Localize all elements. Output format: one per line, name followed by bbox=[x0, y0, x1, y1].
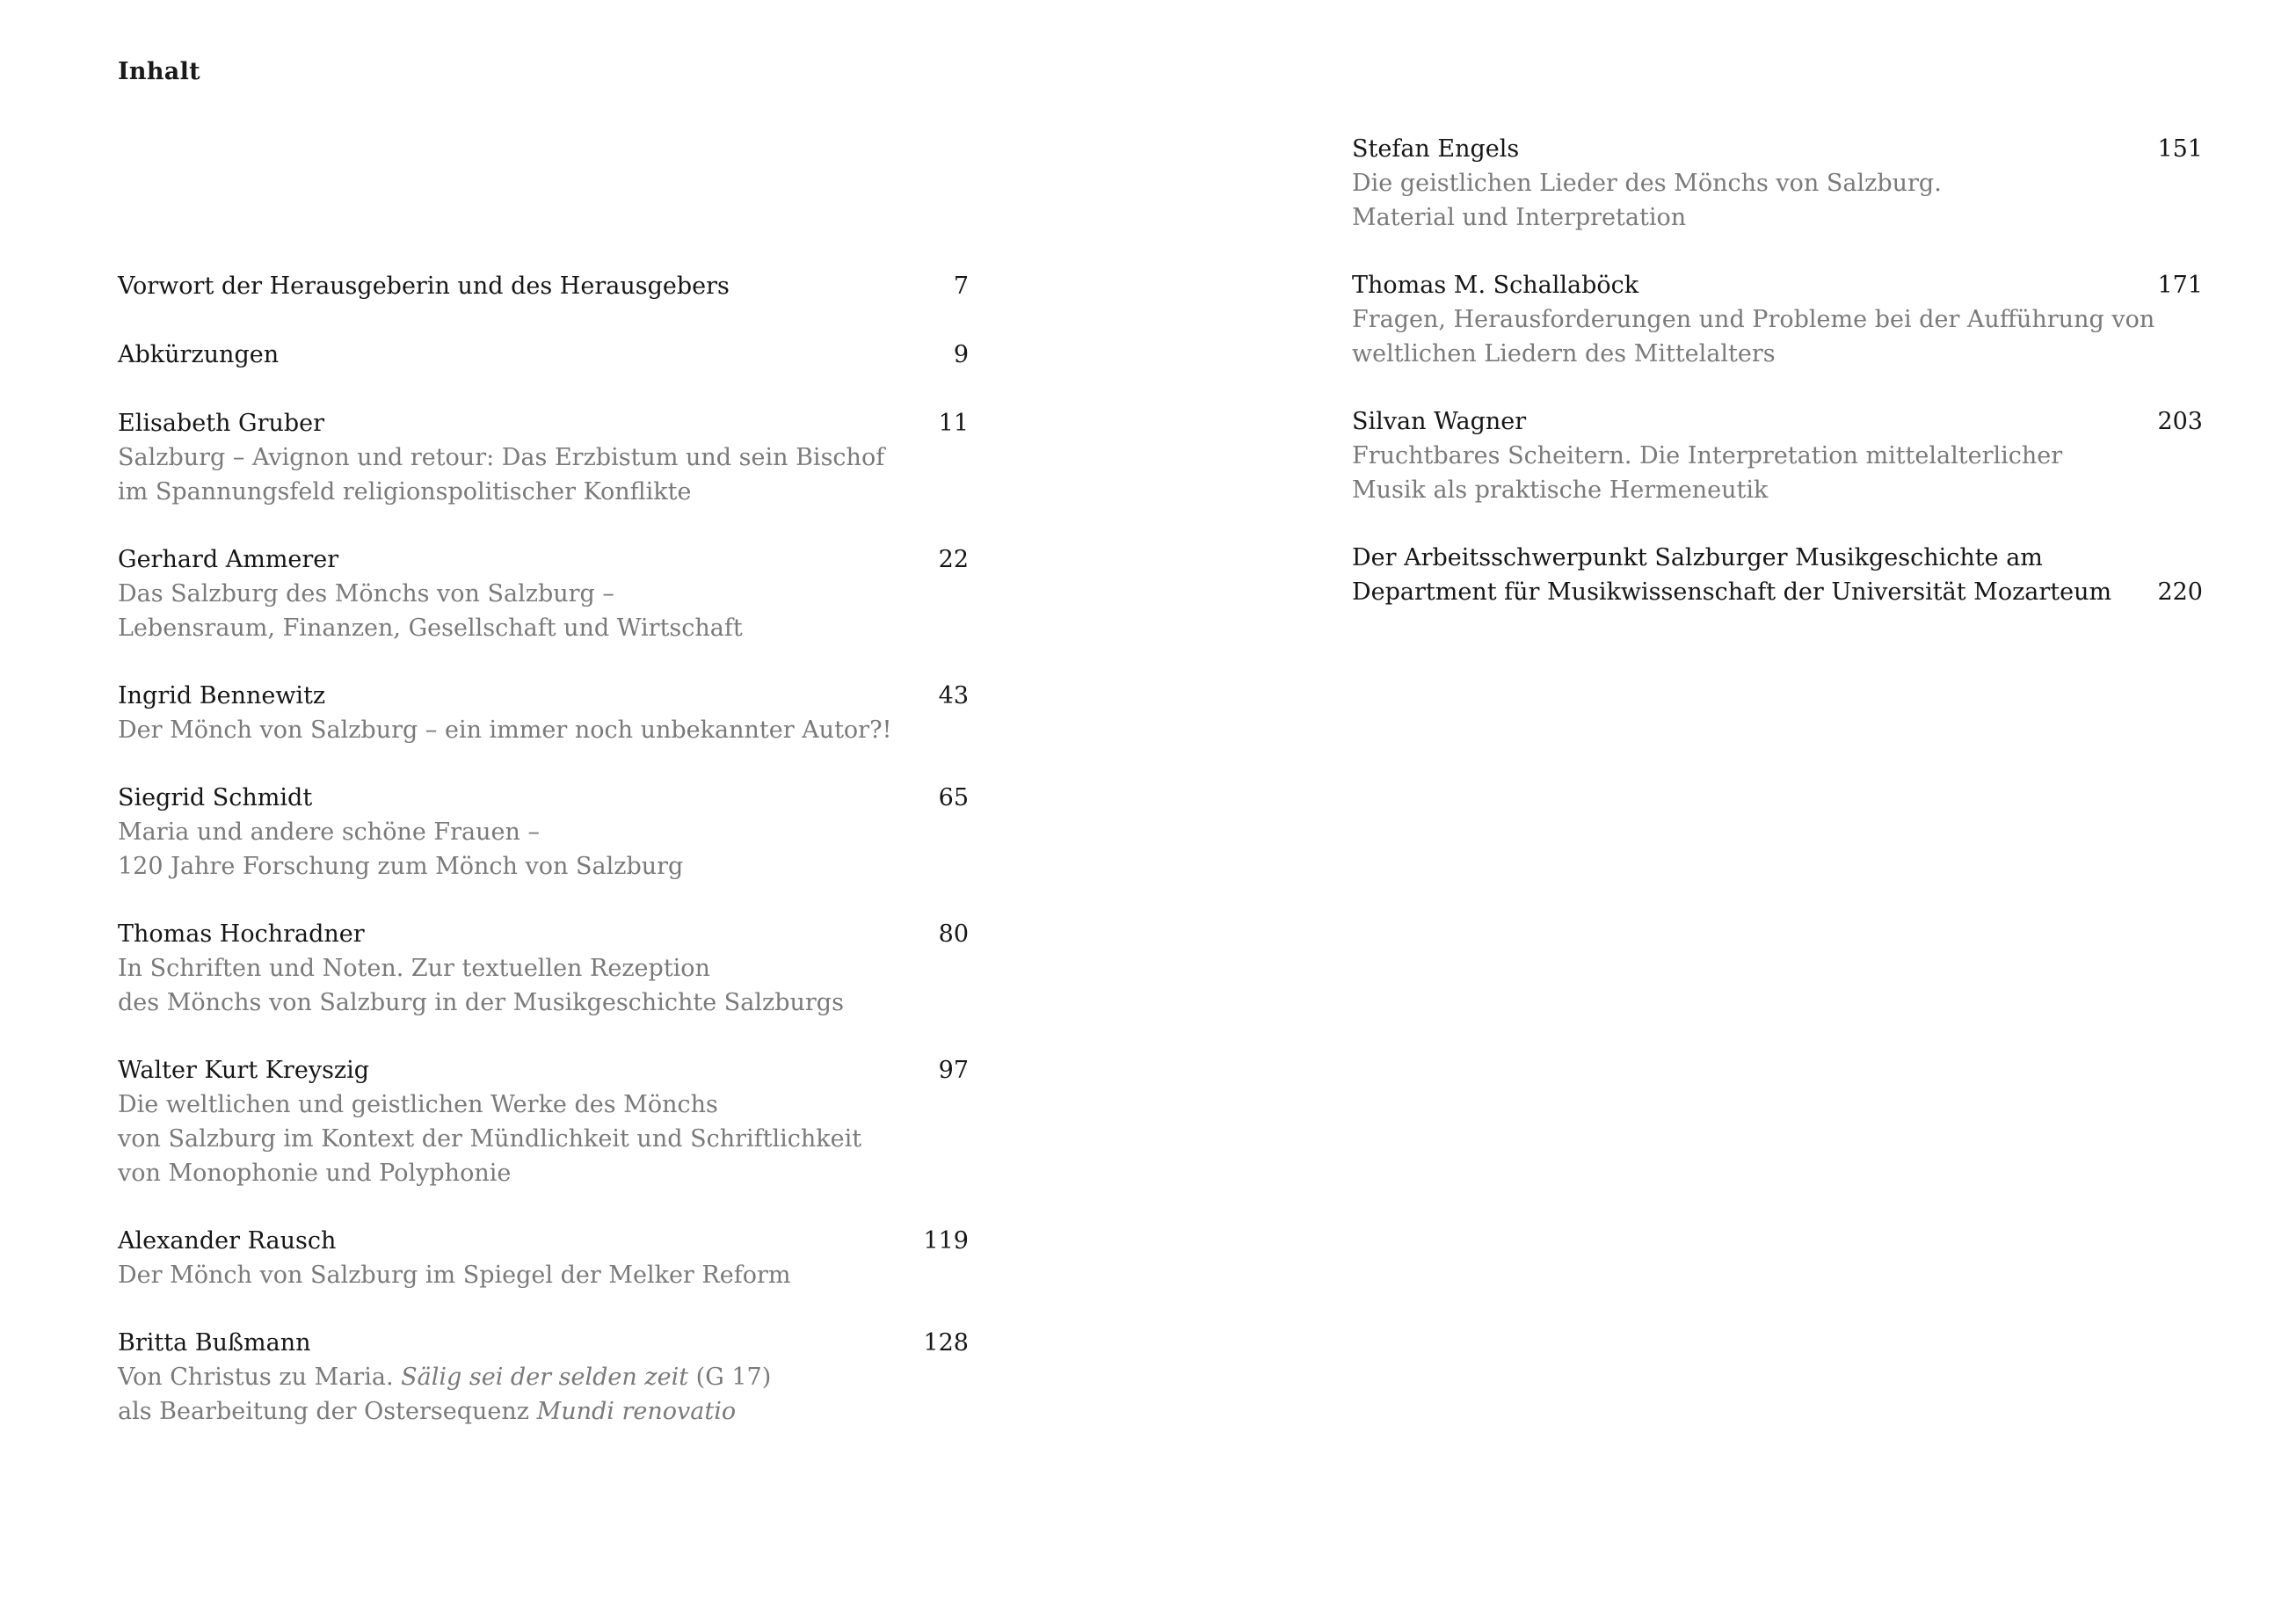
toc-entry-author: Britta Bußmann bbox=[118, 1329, 311, 1357]
toc-page-number: 80 bbox=[938, 920, 969, 948]
toc-entry-bussmann bbox=[118, 1326, 969, 1429]
toc-entry-author: Silvan Wagner bbox=[1352, 408, 1527, 435]
toc-entry-bennewitz bbox=[118, 679, 969, 747]
page-title: Inhalt bbox=[118, 58, 200, 85]
toc-entry-schallaboeck bbox=[1352, 268, 2203, 371]
toc-entry-title-line: von Monophonie und Polyphonie bbox=[118, 1160, 512, 1187]
toc-entry-title-line bbox=[118, 1360, 890, 1394]
toc-page-number: 128 bbox=[923, 1329, 969, 1357]
toc-entry-title: Der Arbeitsschwerpunkt Salzburger Musikgeschichte am bbox=[1352, 544, 2043, 571]
toc-entry-arbeitsschwerpunkt bbox=[1352, 541, 2203, 609]
toc-entry-author: Thomas M. Schallaböck bbox=[1352, 272, 1639, 299]
toc-entry-title-line: Der Mönch von Salzburg im Spiegel der Melker Reform bbox=[118, 1262, 791, 1289]
toc-entry-title-line: im Spannungsfeld religionspolitischer Konflikte bbox=[118, 478, 692, 506]
toc-entry-gruber bbox=[118, 406, 969, 509]
toc-entry-author: Siegrid Schmidt bbox=[118, 784, 313, 811]
toc-entry-title-line bbox=[118, 1394, 890, 1429]
toc-page-number: 119 bbox=[923, 1227, 969, 1255]
toc-page-number: 43 bbox=[938, 682, 969, 709]
toc-entry-title-line: weltlichen Liedern des Mittelalters bbox=[1352, 340, 1776, 367]
toc-entry-kreyszig bbox=[118, 1053, 969, 1190]
toc-title-text: Von Christus zu Maria. bbox=[118, 1364, 394, 1391]
toc-entry-schmidt bbox=[118, 781, 969, 884]
toc-title-italic: Mundi renovatio bbox=[536, 1398, 737, 1425]
toc-entry-ammerer bbox=[118, 542, 969, 645]
toc-entry-title-line: von Salzburg im Kontext der Mündlichkeit und Schriftlichkeit bbox=[118, 1125, 862, 1153]
toc-entry-title-line: Die geistlichen Lieder des Mönchs von Salzburg. bbox=[1352, 170, 1942, 197]
toc-page-number: 9 bbox=[953, 341, 969, 368]
toc-entry-author: Ingrid Bennewitz bbox=[118, 682, 326, 709]
toc-entry-title-line: Department für Musikwissenschaft der Universität Mozarteum bbox=[1352, 578, 2112, 606]
toc-right-column bbox=[1352, 132, 2203, 643]
toc-entry-title-line: Die weltlichen und geistlichen Werke des Mönchs bbox=[118, 1091, 718, 1118]
toc-entry-preface bbox=[118, 269, 969, 303]
toc-entry-author: Thomas Hochradner bbox=[118, 920, 365, 948]
toc-entry-title: Vorwort der Herausgeberin und des Herausgebers bbox=[118, 273, 730, 300]
toc-page-number: 220 bbox=[2157, 578, 2203, 606]
toc-entry-author: Alexander Rausch bbox=[118, 1227, 337, 1255]
toc-entry-author: Gerhard Ammerer bbox=[118, 546, 339, 573]
toc-entry-title-line: des Mönchs von Salzburg in der Musikgeschichte Salzburgs bbox=[118, 989, 844, 1016]
toc-title-italic: Sälig sei der selden zeit bbox=[401, 1364, 689, 1391]
toc-entry-title-line: Lebensraum, Finanzen, Gesellschaft und Wirtschaft bbox=[118, 615, 743, 642]
toc-entry-author: Walter Kurt Kreyszig bbox=[118, 1057, 370, 1084]
toc-entry-author: Elisabeth Gruber bbox=[118, 410, 325, 437]
toc-page-number: 203 bbox=[2157, 408, 2203, 435]
toc-entry-wagner bbox=[1352, 404, 2203, 507]
toc-entry-title-line: In Schriften und Noten. Zur textuellen Rezeption bbox=[118, 955, 710, 982]
toc-page-number: 22 bbox=[938, 546, 969, 573]
toc-left-column bbox=[118, 269, 969, 1462]
toc-entry-title-line: Maria und andere schöne Frauen – bbox=[118, 818, 540, 846]
toc-entry-engels bbox=[1352, 132, 2203, 235]
toc-page-number: 151 bbox=[2157, 135, 2203, 163]
toc-entry-title-line: Der Mönch von Salzburg – ein immer noch unbekannter Autor?! bbox=[118, 717, 892, 744]
toc-page-number: 11 bbox=[938, 410, 969, 437]
toc-title-text: als Bearbeitung der Ostersequenz bbox=[118, 1398, 529, 1425]
toc-entry-author: Stefan Engels bbox=[1352, 135, 1520, 163]
toc-entry-hochradner bbox=[118, 917, 969, 1020]
toc-entry-title-line: Fragen, Herausforderungen und Probleme bei der Aufführung von bbox=[1352, 306, 2155, 333]
toc-page-number: 171 bbox=[2157, 272, 2203, 299]
toc-entry-title-line: Salzburg – Avignon und retour: Das Erzbistum und sein Bischof bbox=[118, 444, 885, 471]
toc-entry-title-line: Fruchtbares Scheitern. Die Interpretation mittelalterlicher bbox=[1352, 442, 2063, 469]
toc-entry-abbreviations bbox=[118, 338, 969, 372]
toc-entry-title: Abkürzungen bbox=[118, 341, 280, 368]
toc-page-number: 97 bbox=[938, 1057, 969, 1084]
toc-entry-title-line: Musik als praktische Hermeneutik bbox=[1352, 476, 1769, 504]
toc-page-number: 7 bbox=[953, 273, 969, 300]
toc-page-number: 65 bbox=[938, 784, 969, 811]
toc-entry-title-line: 120 Jahre Forschung zum Mönch von Salzburg bbox=[118, 853, 684, 880]
toc-entry-title-line: Material und Interpretation bbox=[1352, 204, 1687, 231]
toc-entry-rausch bbox=[118, 1224, 969, 1292]
toc-entry-title-line: Das Salzburg des Mönchs von Salzburg – bbox=[118, 580, 614, 607]
toc-title-text: (G 17) bbox=[695, 1364, 772, 1391]
